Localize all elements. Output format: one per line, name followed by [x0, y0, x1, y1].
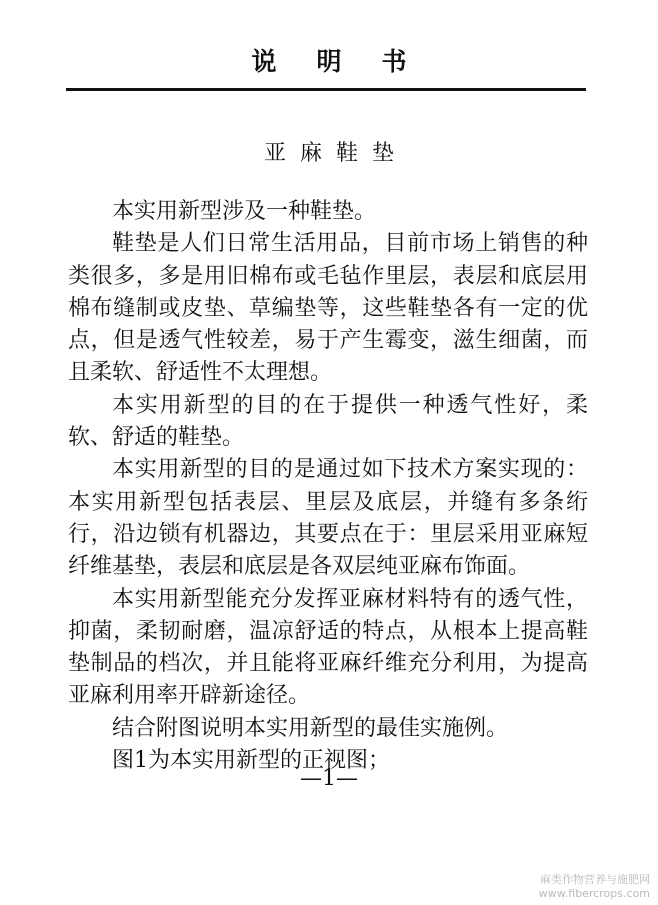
watermark-site-name: 麻类作物营养与施肥网 — [540, 873, 650, 886]
paragraph: 鞋垫是人们日常生活用品，目前市场上销售的种类很多，多是用旧棉布或毛毡作里层，表层和底层用棉布缝制或皮垫、草编垫等，这些鞋垫各有一定的优点，但是透气性较差，易于产生霉变，滋生细菌，而且柔软、舒适性不太理想。 — [68, 231, 588, 386]
paragraph: 图1为本实用新型的正视图； — [112, 748, 390, 774]
watermark — [539, 873, 650, 901]
paragraph: 本实用新型能充分发挥亚麻材料特有的透气性，抑菌，柔韧耐磨，温凉舒适的特点，从根本上提高鞋垫制品的档次，并且能将亚麻纤维充分利用，为提高亚麻利用率开辟新途径。 — [68, 586, 588, 709]
watermark-url: www.fibercrops.com — [538, 887, 650, 900]
paragraph: 本实用新型涉及一种鞋垫。 — [112, 199, 377, 224]
paragraph: 结合附图说明本实用新型的最佳实施例。 — [112, 715, 509, 741]
document-title: 亚麻鞋垫 — [263, 141, 408, 166]
document-body — [68, 196, 588, 777]
page-header-title: 说明书 — [251, 47, 447, 76]
page-number: —1— — [300, 766, 358, 791]
paragraph: 本实用新型的目的是通过如下技术方案实现的：本实用新型包括表层、里层及底层，并缝有多条绗行，沿边锁有机器边，其要点在于：里层采用亚麻短纤维基垫，表层和底层是各双层纯亚麻布饰面。 — [68, 457, 588, 580]
paragraph: 本实用新型的目的在于提供一种透气性好，柔软、舒适的鞋垫。 — [68, 392, 588, 451]
header-rule — [66, 88, 586, 91]
